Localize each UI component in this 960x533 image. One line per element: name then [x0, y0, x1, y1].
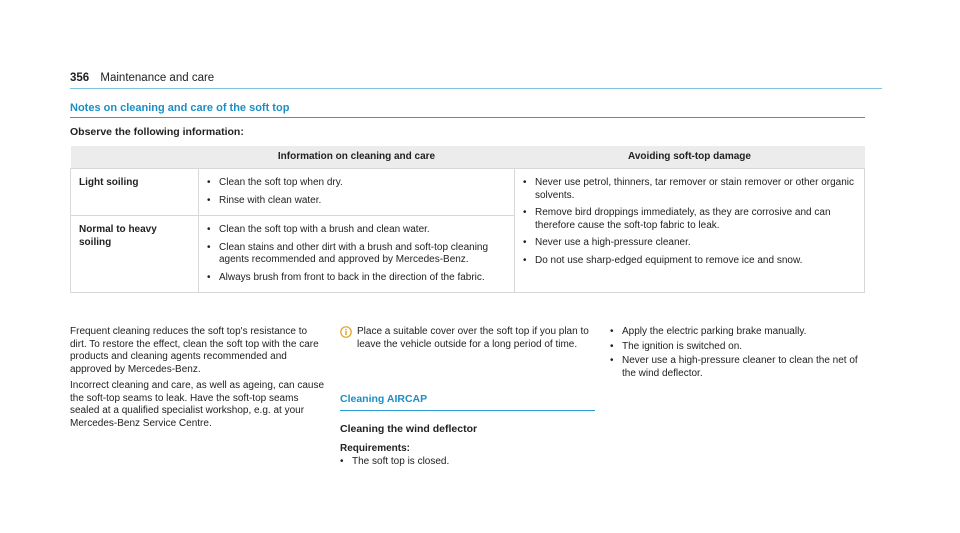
table-header-info: Information on cleaning and care: [199, 146, 515, 169]
damage-cell: [515, 169, 865, 293]
list-item: • Never use petrol, thinners, tar remover or stain remover or other organic solvents.: [523, 177, 856, 202]
light-soiling-cell: [199, 169, 515, 216]
note-text: Place a suitable cover over the soft top if you plan to leave the vehicle outside for a long period of time.: [357, 326, 589, 350]
list-item: • Clean the soft top with a brush and clean water.: [207, 224, 506, 237]
list-item: • Clean stains and other dirt with a brush and soft-top cleaning agents recommended and approved by Mercedes-Benz.: [207, 242, 506, 267]
table-header-damage: Avoiding soft-top damage: [515, 146, 865, 169]
note-box: [340, 326, 595, 351]
requirements-label: Requirements:: [340, 443, 411, 454]
list-item: • Always brush from front to back in the direction of the fabric.: [207, 272, 506, 285]
header-divider: [70, 88, 882, 89]
table-header-blank: [71, 146, 199, 169]
table-header-row: [71, 146, 865, 169]
subsection-divider: [340, 410, 595, 411]
list-item: • Apply the electric parking brake manually.: [610, 326, 865, 339]
heavy-soiling-cell: [199, 216, 515, 293]
paragraph: Incorrect cleaning and care, as well as ageing, can cause the soft-top seams to leak. Have the soft-top seams sealed at a qualified specialist workshop, e.g. at your Mercedes-Benz Service Centre.: [70, 380, 325, 429]
header-section: Maintenance and care: [100, 72, 215, 84]
page-number: 356: [70, 72, 90, 84]
page-header: [70, 72, 214, 84]
subsection-title: Cleaning AIRCAP: [340, 393, 428, 405]
list-item: • Do not use sharp-edged equipment to remove ice and snow.: [523, 255, 856, 268]
row-label-light: Light soiling: [71, 169, 199, 216]
list-item: • Never use a high-pressure cleaner to clean the net of the wind deflector.: [610, 355, 865, 380]
list-item: • The soft top is closed.: [340, 456, 595, 469]
cleaning-info-table: [70, 146, 865, 293]
section-divider: [70, 117, 865, 118]
list-item: • Clean the soft top when dry.: [207, 177, 506, 190]
observe-text: Observe the following information:: [70, 126, 244, 138]
sub-heading: Cleaning the wind deflector: [340, 422, 478, 435]
table-row: [71, 169, 865, 216]
list-item: • Never use a high-pressure cleaner.: [523, 237, 856, 250]
column-right: [610, 326, 865, 382]
column-left: [70, 326, 325, 434]
list-item: • The ignition is switched on.: [610, 341, 865, 354]
section-title: Notes on cleaning and care of the soft top: [70, 102, 290, 114]
paragraph: Frequent cleaning reduces the soft top's resistance to dirt. To restore the effect, clean the soft top with the care products and cleaning agents recommended and approved by Mercedes-Benz.: [70, 326, 319, 375]
list-item: • Rinse with clean water.: [207, 195, 506, 208]
list-item: • Remove bird droppings immediately, as they are corrosive and can therefore cause the soft-top fabric to leak.: [523, 207, 856, 232]
info-note-icon: [340, 326, 352, 342]
row-label-heavy: Normal to heavy soiling: [71, 216, 199, 293]
column-middle: [340, 326, 595, 470]
